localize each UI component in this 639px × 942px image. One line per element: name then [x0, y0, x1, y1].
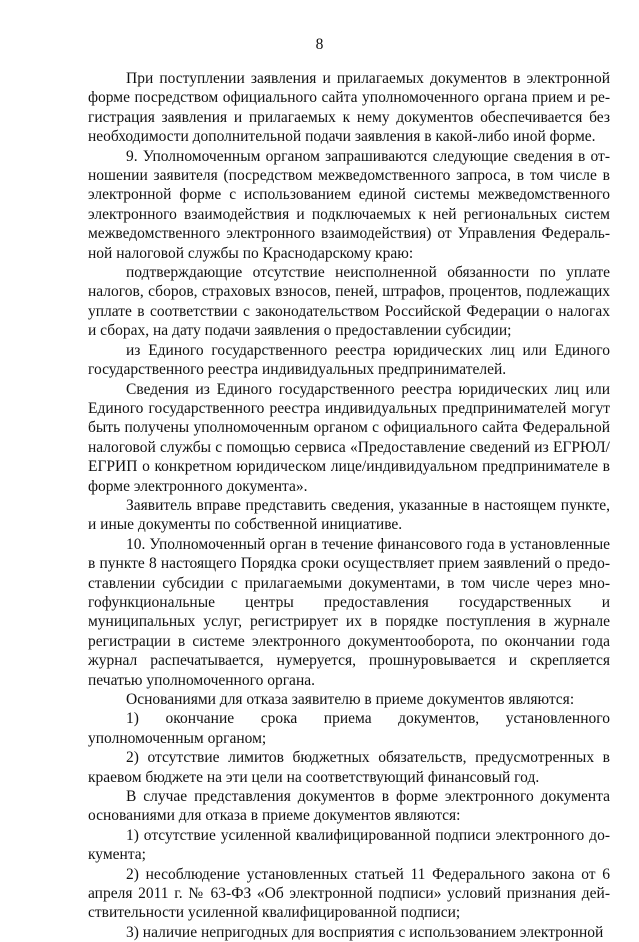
document-body — [88, 69, 610, 942]
paragraph: 10. Уполномоченный орган в течение финансового года в установленные в пункте 8 настоящего Порядка сроки осуществляет прием заявлений о предоставлении субсидии с прилагаемыми документами, в том числе через многофункциональные центры предоставления государственных и муниципальных услуг, регистрирует их в порядке поступления в журнале регистрации в системе электронного документооборота, по окончании года журнал распечатывается, нумеруется, прошнуровывается и скрепляется печатью уполномоченного органа. — [88, 535, 610, 689]
paragraph: 2) несоблюдение установленных статьей 11 Федерального закона от 6 апреля 2011 г. № 63-ФЗ «Об электронной подписи» условий признания действительности усиленной квалифицированной подписи; — [88, 865, 610, 922]
paragraph: В случае представления документов в форме электронного документа основаниями для отказа в приеме документов являются: — [88, 788, 610, 825]
paragraph: Основаниями для отказа заявителю в приеме документов являются: — [126, 691, 575, 708]
paragraph: подтверждающие отсутствие неисполненной обязанности по уплате налогов, сборов, страховых взносов, пеней, штрафов, процентов, подлежащих уплате в соответствии с законодательством Российской Федерации о налогах и сборах, на дату подачи заявления о предоставлении субсидии; — [88, 264, 610, 340]
paragraph: Сведения из Единого государственного реестра юридических лиц или Единого государственного реестра индивидуальных предпринимателей могут быть получены уполномоченным органом с официального сайта Федеральной налоговой службы с помощью сервиса «Предоставление сведений из ЕГРЮЛ/ЕГРИП о конкретном юридическом лице/индивидуальном предпринимателе в форме электронного документа». — [88, 380, 610, 495]
paragraph: 9. Уполномоченным органом запрашиваются следующие сведения в отношении заявителя (посредством межведомственного запроса, в том числе в электронной форме с использованием единой системы межведомственного электронного взаимодействия и подключаемых к ней региональных систем межведомственного электронного взаимодействия) от Управления Федеральной налоговой службы по Краснодарскому краю: — [88, 147, 610, 262]
paragraph: из Единого государственного реестра юридических лиц или Единого государственного реестра индивидуальных предпринимателей. — [88, 341, 610, 379]
paragraph: 1) окончание срока приема документов, установленного уполномоченным органом; — [88, 710, 610, 747]
paragraph: При поступлении заявления и прилагаемых документов в электронной форме посредством официального сайта уполномоченного органа прием и регистрация заявления и прилагаемых к нему документов обеспечивается без необходимости дополнительной подачи заявления в какой-либо иной форме. — [88, 70, 610, 146]
page-number: 8 — [315, 36, 324, 53]
paragraph: 2) отсутствие лимитов бюджетных обязательств, предусмотренных в краевом бюджете на эти цели на соответствующий финансовый год. — [88, 749, 610, 786]
paragraph: Заявитель вправе представить сведения, указанные в настоящем пункте, и иные документы по собственной инициативе. — [88, 496, 610, 534]
paragraph: 1) отсутствие усиленной квалифицированной подписи электронного документа; — [88, 826, 610, 864]
paragraph: 3) наличие непригодных для восприятия с использованием электронной — [126, 923, 604, 941]
